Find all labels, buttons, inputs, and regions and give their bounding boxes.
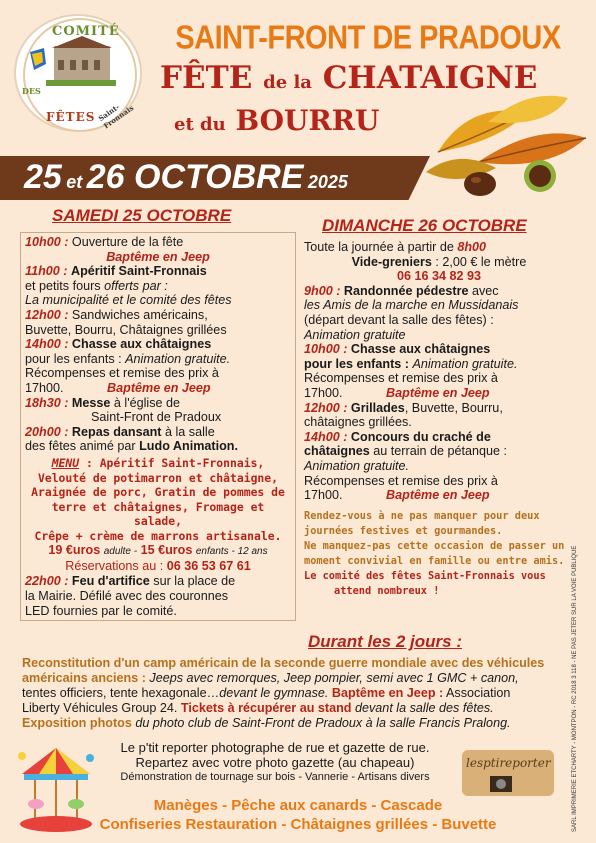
date-day2: 26 OCTOBRE [86,158,304,196]
sunday-program: Toute la journée à partir de 8h00 Vide-greniers : 2,00 € le mètre 06 16 34 82 93 9h00 : Randonnée pédestre avec les Amis de la marche en Mussidanais (départ devant la salle des fêtes) : Animation gratuite 10h00 : Chasse aux châtaignes pour les enfants : Animation gratuite. Récompenses et remise des prix à 17h00. Baptême en Jeep 12h00 : Grillades, Buvette, Bourru, châtaignes grillées. 14h00 : Concours du craché de châtaignes au terrain de pétanque : Animation gratuite. Récompenses et remise des prix à 17h00. Baptême en Jeep Rendez-vous à ne pas manquer pour deux journées festives et gourmandes. Ne manquez-pas cette occasion de passer un moment convivial en famille ou entre amis. Le comité des fêtes Saint-Fronnais vous attend nombreux ! [304,240,574,599]
vide-greniers-phone: 06 16 34 82 93 [396,269,482,284]
camera-icon [460,742,556,800]
reservation-line: Réservations au : 06 36 53 67 61 [65,559,251,574]
sat-item-11h: 11h00 : Apéritif Saint-Fronnais [25,264,207,279]
sat-item-22h: 22h00 : Feu d'artifice sur la place de [25,574,236,589]
sun-item-9h: 9h00 : Randonnée pédestre avec [304,283,499,298]
footer-line-2: Confiseries Restauration - Châtaignes grillées - Buvette [99,816,497,833]
sat-item-10h: 10h00 : Ouverture de la fête [25,235,184,249]
menu-prices: 19 €uros adulte - 15 €uros enfants - 12 ans [48,543,268,558]
date-day1: 25 [24,158,62,196]
sun-item-12h: 12h00 : Grillades, Buvette, Bourru, [304,400,503,415]
town-title: SAINT-FRONT DE PRADOUX [175,19,561,57]
sat-item-12h: 12h00 : Sandwiches américains, [25,307,208,322]
reporter-logo-text: lesptireporter [466,756,551,770]
fete-word: FÊTE [160,60,253,96]
logo-fetes-text: FÊTES [46,110,96,124]
sunday-heading: DIMANCHE 26 OCTOBRE [322,216,527,235]
sat-item-14h: 14h00 : Chasse aux châtaignes [25,337,212,352]
comite-logo [14,14,142,132]
both-days-block: Reconstitution d'un camp américain de la seconde guerre mondiale avec des véhicules américains anciens : Jeeps avec remorques, Jeep pompier, semi avec 1 GMC + canon, tentes officiers, tente hexagonale…devant le gymnase. Baptême en Jeep : Association Liberty Véhicules Group 24. Tickets à récupérer au stand devant la salle des fêtes. Exposition photos du photo club de Saint-Front de Pradoux à la salle Francis Pralong. [22,656,545,730]
sunday-note: Rendez-vous à ne pas manquer pour deux journées festives et gourmandes. Ne manquez-pas cette occasion de passer un moment convivial en famille ou entre amis. Le comité des fêtes Saint-Fronnais vous attend nombreux ! [304,509,565,597]
date-year: 2025 [307,172,348,192]
both-days-heading: Durant les 2 jours : [308,632,462,651]
et-du-word: et du [174,114,226,135]
sun-item-14h: 14h00 : Concours du craché de [304,429,491,444]
sat-item-18h: 18h30 : Messe à l'église de [25,395,181,410]
reporter-block: Le p'tit reporter photographe de rue et gazette de rue. Repartez avec votre photo gazette (au chapeau) Démonstration de tournage sur bois - Vannerie - Artisans divers [120,740,430,783]
chestnut-leaves-icon [418,92,588,202]
footer [0,796,596,834]
date-et: et [66,172,83,192]
logo-comite-text: COMITÉ [52,24,120,39]
fete-title [160,60,537,96]
printer-side-text: SARL IMPRIMERIE ETCHARTY - MONTPON - RC 2018 3 118 - NE PAS JETER SUR LA VOIE PUBLIQUE [572,545,578,832]
menu-block: MENU : Apéritif Saint-Fronnais, [51,455,265,470]
bourru-title [174,104,379,137]
sat-jeep-1: Baptême en Jeep [106,249,210,264]
sat-item-20h: 20h00 : Repas dansant à la salle [25,424,215,439]
date-text [24,158,348,197]
logo-saint-fronnais-text: Saint-Fronnais [96,102,136,131]
saturday-heading: SAMEDI 25 OCTOBRE [52,206,232,225]
reporter-logo [460,742,556,800]
chataigne-word: CHATAIGNE [322,60,538,96]
saturday-program: 10h00 : Ouverture de la fête Baptême en Jeep 11h00 : Apéritif Saint-Fronnais et petits fours offerts par : La municipalité et le comité des fêtes 12h00 : Sandwiches américains, Buvette, Bourru, Châtaignes grillées 14h00 : Chasse aux châtaignes pour les enfants : Animation gratuite. Récompenses et remise des prix à 17h00. Baptême en Jeep 18h30 : Messe à l'église de Saint-Front de Pradoux 20h00 : Repas dansant à la salle des fêtes animé par Ludo Animation. MENU : Apéritif Saint-Fronnais, Velouté de potimarron et châtaigne, Araignée de porc, Gratin de pommes de terre et châtaignes, Fromage et salade, Crêpe + crème de marrons artisanale. 19 €uros adulte - 15 €uros enfants - 12 ans Réservations au : 06 36 53 67 61 22h00 : Feu d'artifice sur la place de la Mairie. Défilé avec des couronnes LED fournies par le comité. [20,232,296,621]
logo-des-text: DES [22,86,41,96]
footer-line-1: Manèges - Pêche aux canards - Cascade [153,797,443,814]
de-la-word: de la [263,72,312,93]
bourru-word: BOURRU [235,104,380,137]
sun-item-10h: 10h00 : Chasse aux châtaignes [304,342,491,357]
